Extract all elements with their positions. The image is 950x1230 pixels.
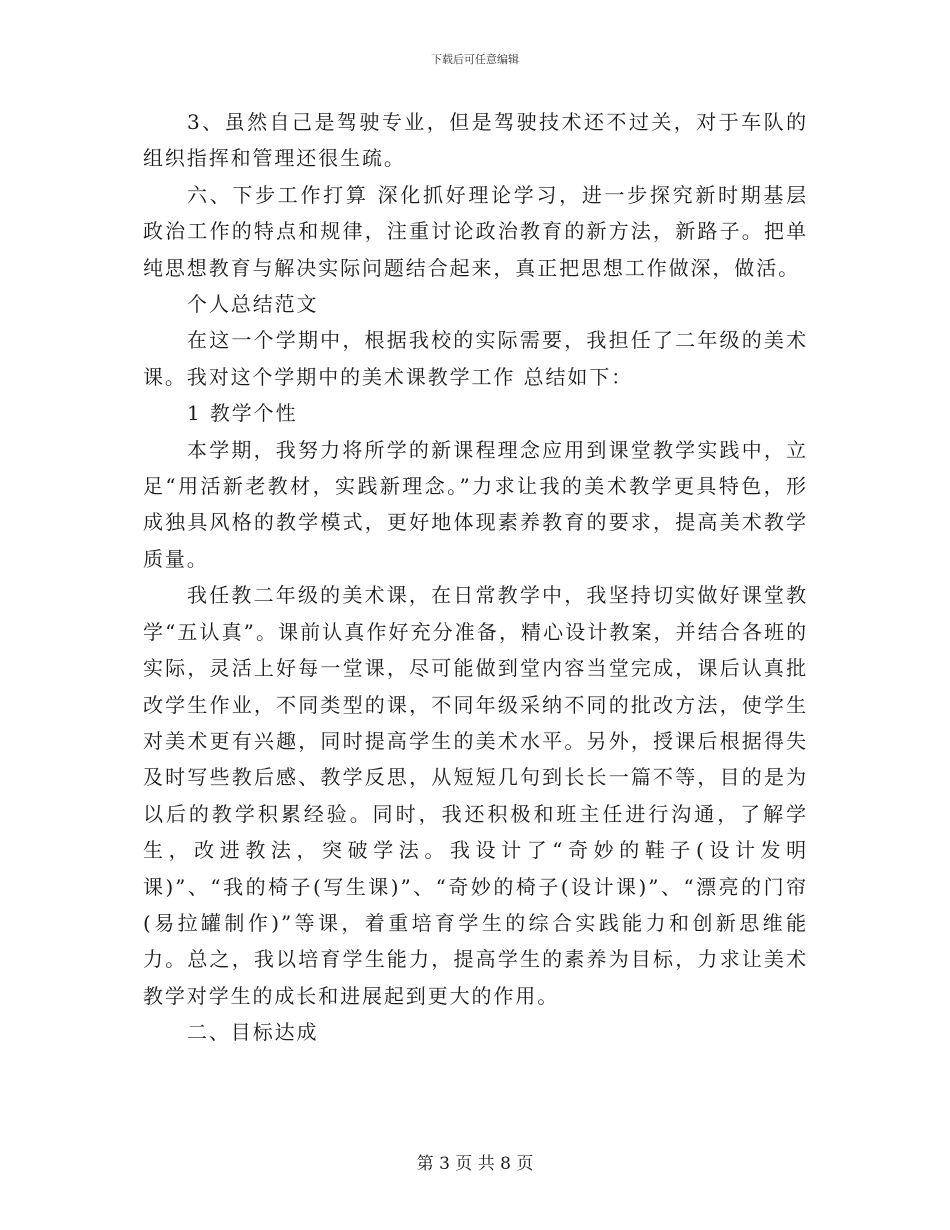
section-heading-teaching: 1 教学个性	[187, 401, 298, 426]
paragraph-semester-intro: 在这一个学期中，根据我校的实际需要，我担任了二年级的美术课。我对这个学期中的美术课教学工作 总结如下：	[143, 328, 808, 389]
paragraph-curriculum-concept: 本学期，我努力将所学的新课程理念应用到课堂教学实践中，立足“用活新老教材，实践新理念。”力求让我的美术教学更具特色，形成独具风格的教学模式，更好地体现素养教育的要求，提高美术教学质量。	[143, 437, 808, 571]
paragraph-driving-skill: 3、虽然自己是驾驶专业，但是驾驶技术还不过关，对于车队的组织指挥和管理还很生疏。	[143, 110, 808, 171]
page-header: 下载后可任意编辑	[431, 53, 519, 66]
document-body	[143, 104, 808, 1051]
paragraph-next-step-plan: 六、下步工作打算 深化抓好理论学习，进一步探究新时期基层政治工作的特点和规律，注重讨论政治教育的新方法，新路子。把单纯思想教育与解决实际问题结合起来，真正把思想工作做深，做活。	[143, 182, 808, 280]
paragraph-daily-teaching: 我任教二年级的美术课，在日常教学中，我坚持切实做好课堂教学“五认真”。课前认真作好充分准备，精心设计教案，并结合各班的实际，灵活上好每一堂课，尽可能做到堂内容当堂完成，课后认真批改学生作业，不同类型的课，不同年级采纳不同的批改方法，使学生对美术更有兴趣，同时提高学生的美术水平。另外，授课后根据得失及时写些教后感、教学反思，从短短几句到长长一篇不等，目的是为以后的教学积累经验。同时，我还积极和班主任进行沟通，了解学生，改进教法，突破学法。我设计了“奇妙的鞋子(设计发明课)”、“我的椅子(写生课)”、“奇妙的椅子(设计课)”、“漂亮的门帘(易拉罐制作)”等课，着重培育学生的综合实践能力和创新思维能力。总之，我以培育学生能力，提高学生的素养为目标，力求让美术教学对学生的成长和进展起到更大的作用。	[143, 583, 808, 1008]
page-number: 第 3 页 共 8 页	[416, 1154, 534, 1174]
section-title-personal-summary: 个人总结范文	[187, 292, 319, 317]
section-heading-goals: 二、目标达成	[187, 1020, 319, 1045]
